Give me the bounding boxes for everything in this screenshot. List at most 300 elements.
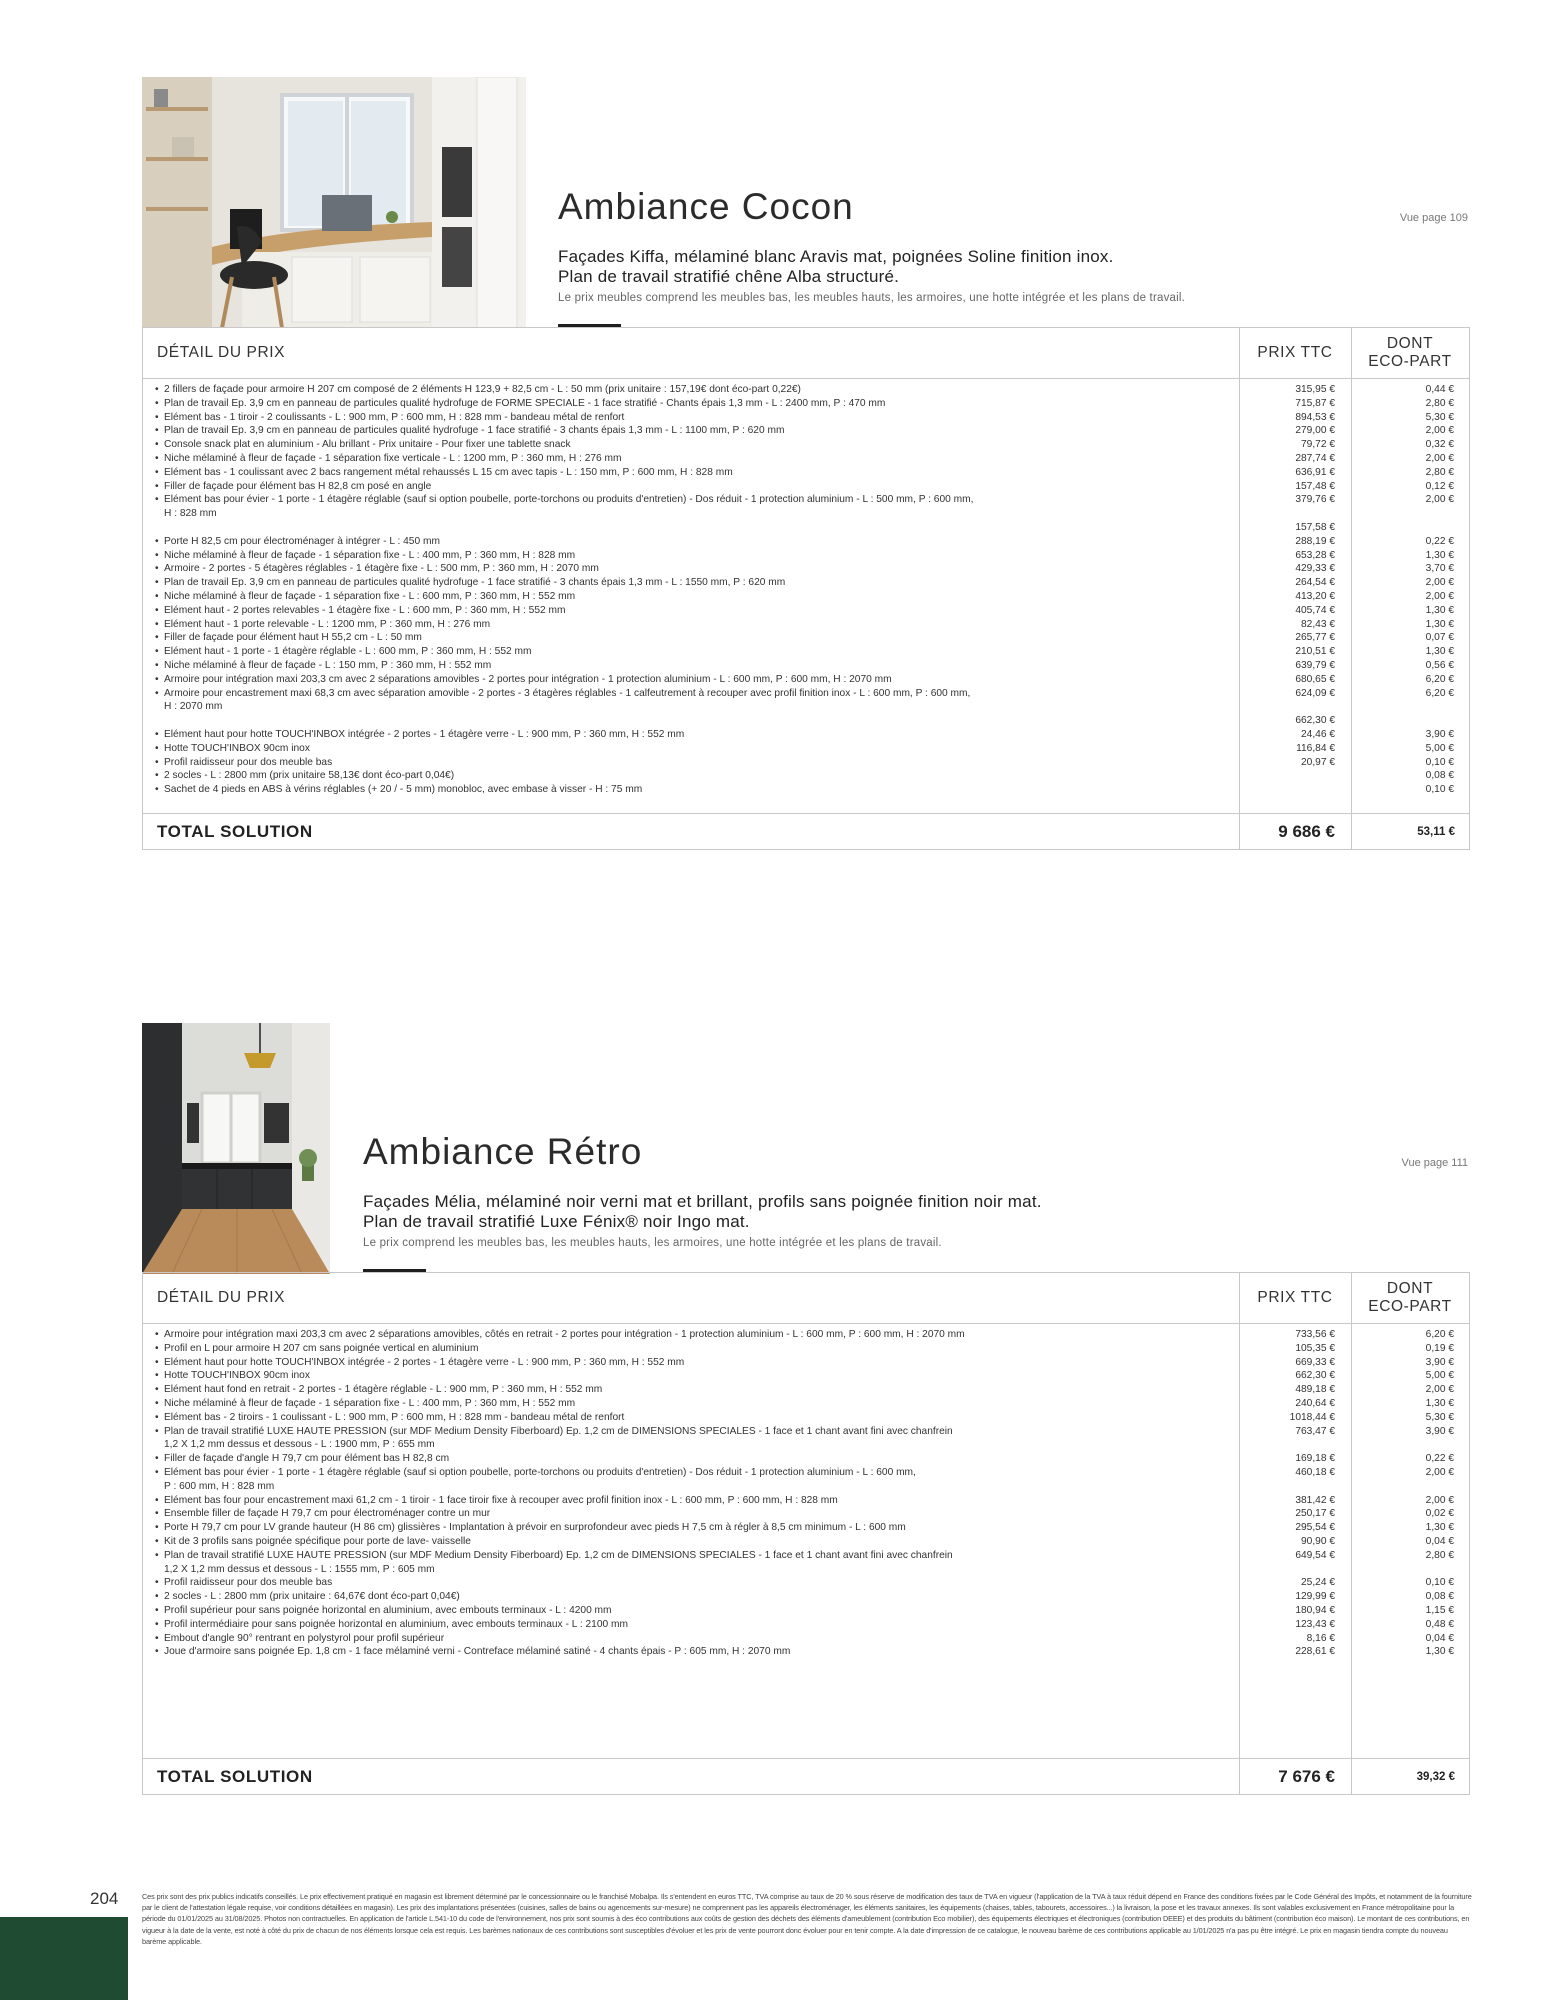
header-prix-ttc: PRIX TTC: [1257, 344, 1333, 361]
line-item-continuation: H : 2070 mm: [164, 701, 223, 713]
bullet: •: [155, 673, 159, 685]
line-item-text: Niche mélaminé à fleur de façade - 1 séparation fixe - L : 400 mm, P : 360 mm, H : 828 mm: [164, 549, 576, 561]
line-item-price: 636,91 €: [1295, 466, 1335, 478]
section-title-cocon: Ambiance Cocon: [558, 186, 854, 227]
bullet: •: [155, 1356, 159, 1368]
line-item: [155, 728, 1215, 742]
line-item-price: [1235, 769, 1335, 783]
bullet: •: [155, 439, 159, 451]
bullet: •: [155, 563, 159, 575]
line-item-text: Porte H 82,5 cm pour électroménager à intégrer - L : 450 mm: [164, 535, 440, 547]
line-item-text: Niche mélaminé à fleur de façade - L : 150 mm, P : 360 mm, H : 552 mm: [164, 659, 492, 671]
line-item: [155, 783, 1215, 797]
bullet: •: [155, 549, 159, 561]
line-item-price: 210,51 €: [1295, 646, 1335, 658]
bullet: •: [155, 494, 159, 506]
line-item-eco: 1,15 €: [1425, 1604, 1454, 1616]
spacer: [1354, 700, 1454, 714]
bullet: •: [155, 1329, 159, 1340]
line-item-text: Plan de travail Ep. 3,9 cm en panneau de particules qualité hydrofuge de FORME SPECIALE - 1 face stratifié - Chants épais 1,3 mm - L : 2400 mm, P : 470 mm: [164, 397, 886, 409]
price-table-retro: [142, 1272, 1470, 1795]
line-item-text: Porte H 79,7 cm pour LV grande hauteur (H 86 cm) glissières - Implantation à prévoir en surprofondeur avec pieds H 7,5 cm à régler à 8,5 cm minimum - L : 600 mm: [164, 1522, 906, 1534]
table-header: [143, 1273, 1469, 1324]
line-item-price: 157,58 €: [1295, 521, 1335, 533]
line-item-eco: 0,04 €: [1425, 1535, 1454, 1547]
subtitle-retro-line2: Plan de travail stratifié Luxe Fénix® noir Ingo mat.: [363, 1212, 750, 1231]
subtitle-cocon-line1: Façades Kiffa, mélaminé blanc Aravis mat, poignées Soline finition inox.: [558, 247, 1114, 266]
green-corner-block: [0, 1917, 128, 2000]
line-item-text: Profil raidisseur pour dos meuble bas: [164, 1577, 333, 1589]
line-item-price: 894,53 €: [1295, 411, 1335, 423]
line-item-price: 489,18 €: [1295, 1384, 1335, 1396]
price-note-cocon: Le prix meubles comprend les meubles bas, les meubles hauts, les armoires, une hotte intégrée et les plans de travail.: [558, 292, 1186, 304]
bullet: •: [155, 1466, 159, 1478]
total-eco: 53,11 €: [1417, 825, 1455, 838]
line-item-text: Elément bas pour évier - 1 porte - 1 étagère réglable (sauf si option poubelle, porte-torchons ou produits d'entretien) - Dos réduit - 1 protection aluminium - L : 500 mm, P : 600 mm,: [164, 494, 974, 506]
line-item-price: 250,17 €: [1295, 1508, 1335, 1520]
line-item-price: 129,99 €: [1295, 1591, 1335, 1603]
line-item: [155, 769, 1215, 783]
line-item: [155, 1645, 1215, 1659]
line-item-price: 662,30 €: [1295, 1370, 1335, 1382]
line-item-eco: 0,48 €: [1425, 1618, 1454, 1630]
line-item-eco: 2,00 €: [1425, 1466, 1454, 1478]
line-item-eco: 1,30 €: [1425, 1646, 1454, 1658]
bullet: •: [155, 604, 159, 616]
bullet: •: [155, 756, 159, 768]
line-item-eco: 3,90 €: [1425, 1425, 1454, 1437]
line-item-text: Embout d'angle 90° rentrant en polystyrol pour profil supérieur: [164, 1632, 445, 1644]
subtitle-retro-line1: Façades Mélia, mélaminé noir verni mat et brillant, profils sans poignée finition noir mat.: [363, 1192, 1042, 1211]
price-column: [1235, 383, 1335, 797]
bullet: •: [155, 384, 159, 395]
line-item: [155, 1604, 1215, 1618]
kitchen-photo-retro: [142, 1023, 330, 1274]
price-table-cocon: [142, 327, 1470, 850]
legal-notice: Ces prix sont des prix publics indicatifs conseillés. Le prix effectivement pratiqué en magasin est librement déterminé par le concessionnaire ou le franchisé Mobalpa. Ils s'entendent en euros TTC, TVA comprise au taux de 20 % sous réserve de modification des taux de TVA en vigueur (l'application de la TVA à taux réduit dépend en France des conditions fixées par le Code Général des Impôts, et notamment de la fourniture par le client de l'attestation légale requise, voir conditions détaillées en magasin). Les prix des implantations présentées (cuisines, salles de bains ou agencements sur-mesure) ne comprennent pas les appareils électroménager, les éléments sanitaires, les équipements (chaises, tables, tabourets, accessoires...) la livraison, la pose et les travaux annexes. Ils sont valables exclusivement en France métropolitaine pour la période du 01/01/2025 au 31/08/2025. Photos non contractuelles. En application de l'article L.541-10 du code de l'environnement, nos prix sont soumis à des éco contributions aux coûts de gestion des déchets des éléments d'ameublement (contribution Eco mobilier), des équipements électriques et électroniques (contribution DEEE) et des produits du bâtiment (contribution éco maison). Le montant de ces contributions, en vigueur à la date de la vente, est noté à côté du prix de chacun de nos éléments lorsque cela est requis. Les barèmes nationaux de ces contributions sont susceptibles d'évoluer et les prix de vente pourront donc évoluer pour en tenir compte. A la date d'impression de ce catalogue, le nouveau barème de ces contributions applicable au 1/01/2025 n'a pas pu être intégré. Le prix en magasin tiendra compte du nouveau barème applicable.: [142, 1892, 1472, 1946]
line-item-text: Armoire - 2 portes - 5 étagères réglables - 1 étagère fixe - L : 500 mm, P : 360 mm, H : 2070 mm: [164, 563, 599, 575]
line-item-eco: 5,30 €: [1425, 411, 1454, 423]
line-item-eco: 1,30 €: [1425, 604, 1454, 616]
line-item-eco: 0,22 €: [1425, 535, 1454, 547]
line-item-eco: 2,80 €: [1425, 397, 1454, 409]
line-item: [155, 1576, 1215, 1590]
line-item-eco: 2,00 €: [1425, 577, 1454, 589]
total-eco: 39,32 €: [1416, 1770, 1455, 1783]
line-item-text: Profil en L pour armoire H 207 cm sans poignée vertical en aluminium: [164, 1342, 479, 1354]
total-row: [143, 1758, 1469, 1794]
line-item: [155, 673, 1215, 687]
line-item-eco: 0,22 €: [1425, 1453, 1454, 1465]
line-item-price: 240,64 €: [1295, 1397, 1335, 1409]
bullet: •: [155, 1522, 159, 1534]
bullet: •: [155, 1618, 159, 1630]
line-item-price: 680,65 €: [1295, 673, 1335, 685]
header-detail: DÉTAIL DU PRIX: [157, 1289, 286, 1306]
bullet: •: [155, 1453, 159, 1465]
line-item-text: Joue d'armoire sans poignée Ep. 1,8 cm - 1 face mélaminé verni - Contreface mélaminé satiné - 4 chants épais - P : 605 mm, H : 2070 mm: [164, 1646, 791, 1658]
bullet: •: [155, 1342, 159, 1354]
line-item-price: 82,43 €: [1301, 618, 1335, 630]
bullet: •: [155, 425, 159, 437]
line-item-text: Elément haut pour hotte TOUCH'INBOX intégrée - 2 portes - 1 étagère verre - L : 900 mm, P : 360 mm, H : 552 mm: [164, 1356, 685, 1368]
bullet: •: [155, 618, 159, 630]
line-item-eco: 0,12 €: [1425, 480, 1454, 492]
line-item-eco: 1,30 €: [1425, 549, 1454, 561]
line-item-price: 429,33 €: [1295, 563, 1335, 575]
line-item-eco: 1,30 €: [1425, 646, 1454, 658]
line-item-text: Armoire pour encastrement maxi 68,3 cm avec séparation amovible - 2 portes - 3 étagères réglables - 1 calfeutrement à recouper avec profil finition inox - L : 600 mm, P : 600 mm,: [164, 687, 971, 699]
header-eco-line1: DONT: [1386, 1280, 1434, 1297]
line-item-text: Console snack plat en aluminium - Alu brillant - Prix unitaire - Pour fixer une tablette snack: [164, 439, 571, 451]
line-item: [155, 1632, 1215, 1646]
line-item-price: 1018,44 €: [1289, 1411, 1335, 1423]
line-item-text: Sachet de 4 pieds en ABS à vérins réglables (+ 20 / - 5 mm) monobloc, avec embase à visser - H : 75 mm: [164, 784, 643, 796]
item-list: [155, 1328, 1215, 1659]
line-item-eco: 2,80 €: [1425, 466, 1454, 478]
line-item-eco: 0,07 €: [1425, 632, 1454, 644]
line-item-continuation: 1,2 X 1,2 mm dessus et dessous - L : 1900 mm, P : 655 mm: [164, 1439, 435, 1451]
line-item: [155, 521, 1215, 535]
vue-page-ref-cocon[interactable]: Vue page 109: [1399, 212, 1468, 224]
line-item-price: 653,28 €: [1295, 549, 1335, 561]
line-item: [155, 1535, 1215, 1549]
col-divider: [1351, 328, 1352, 849]
bullet: •: [155, 1535, 159, 1547]
line-item-continuation: 1,2 X 1,2 mm dessus et dessous - L : 1555 mm, P : 605 mm: [164, 1563, 435, 1575]
line-item: [155, 1425, 1215, 1439]
line-item-eco: 0,10 €: [1425, 784, 1454, 796]
line-item-price: 379,76 €: [1295, 494, 1335, 506]
line-item: [155, 576, 1215, 590]
line-item-text: Elément haut - 1 porte relevable - L : 1200 mm, P : 360 mm, H : 276 mm: [164, 618, 491, 630]
line-item: [155, 438, 1215, 452]
line-item-price: 624,09 €: [1295, 687, 1335, 699]
bullet: •: [155, 770, 159, 782]
line-item: [155, 618, 1215, 632]
spacer: [1354, 1563, 1454, 1577]
bullet: •: [155, 577, 159, 589]
line-item-price: 405,74 €: [1295, 604, 1335, 616]
line-item-eco: 2,00 €: [1425, 1384, 1454, 1396]
line-item-text: 2 fillers de façade pour armoire H 207 cm composé de 2 éléments H 123,9 + 82,5 cm - L : 50 mm (prix unitaire : 157,19€ dont éco-part 0,22€): [164, 384, 801, 395]
line-item-price: 669,33 €: [1295, 1356, 1335, 1368]
line-item-text: Plan de travail stratifié LUXE HAUTE PRESSION (sur MDF Medium Density Fiberboard) Ep. 1,2 cm de DIMENSIONS SPECIALES - 1 face et 1 chant avant fini avec chanfrein: [164, 1425, 953, 1437]
spacer: [1354, 507, 1454, 521]
line-item: [155, 714, 1215, 728]
line-item-price: 460,18 €: [1295, 1466, 1335, 1478]
line-item-eco: 6,20 €: [1425, 673, 1454, 685]
line-item: [155, 645, 1215, 659]
line-item: [155, 742, 1215, 756]
line-item: [155, 549, 1215, 563]
bullet: •: [155, 646, 159, 658]
item-list: [155, 383, 1215, 797]
line-item-eco: [1354, 521, 1454, 535]
line-item-text: Ensemble filler de façade H 79,7 cm pour électroménager contre un mur: [164, 1508, 491, 1520]
line-item-eco: 3,90 €: [1425, 728, 1454, 740]
line-item: [155, 466, 1215, 480]
bullet: •: [155, 1632, 159, 1644]
line-item-eco: 0,04 €: [1425, 1632, 1454, 1644]
line-item-price: 169,18 €: [1295, 1453, 1335, 1465]
line-item-price: 279,00 €: [1295, 425, 1335, 437]
spacer: [1235, 1563, 1335, 1577]
line-item-price: 288,19 €: [1295, 535, 1335, 547]
line-item: [155, 1494, 1215, 1508]
line-item: [155, 687, 1215, 701]
subtitle-cocon-line2: Plan de travail stratifié chêne Alba structuré.: [558, 267, 900, 286]
line-item-text: Filler de façade pour élément bas H 82,8 cm posé en angle: [164, 480, 432, 492]
line-item: [155, 659, 1215, 673]
line-item-text: Elément bas - 1 tiroir - 2 coulissants - L : 900 mm, P : 600 mm, H : 828 mm - bandeau métal de renfort: [164, 411, 625, 423]
bullet: •: [155, 784, 159, 796]
line-item: [155, 1549, 1215, 1563]
bullet: •: [155, 1508, 159, 1520]
line-item-eco: 1,30 €: [1425, 618, 1454, 630]
bullet: •: [155, 1494, 159, 1506]
bullet: •: [155, 397, 159, 409]
line-item-continuation: P : 600 mm, H : 828 mm: [164, 1480, 275, 1492]
line-item: [155, 383, 1215, 397]
line-item-eco: 0,19 €: [1425, 1342, 1454, 1354]
table-header: [143, 328, 1469, 379]
spacer: [1354, 1480, 1454, 1494]
header-prix-ttc: PRIX TTC: [1257, 1289, 1333, 1306]
line-item-price: 763,47 €: [1295, 1425, 1335, 1437]
line-item-price: 733,56 €: [1295, 1329, 1335, 1340]
bullet: •: [155, 1646, 159, 1658]
bullet: •: [155, 466, 159, 478]
line-item-continuation: H : 828 mm: [164, 508, 217, 520]
line-item-eco: 6,20 €: [1425, 1329, 1454, 1340]
line-item-text: Niche mélaminé à fleur de façade - 1 séparation fixe - L : 400 mm, P : 360 mm, H : 552 mm: [164, 1397, 576, 1409]
line-item-text: Kit de 3 profils sans poignée spécifique pour porte de lave- vaisselle: [164, 1535, 471, 1547]
line-item-price: 20,97 €: [1301, 756, 1335, 768]
line-item-eco: 2,00 €: [1425, 494, 1454, 506]
line-item: [155, 480, 1215, 494]
line-item-price: 287,74 €: [1295, 452, 1335, 464]
bullet: •: [155, 452, 159, 464]
line-item-eco: 0,02 €: [1425, 1508, 1454, 1520]
line-item-text: Hotte TOUCH'INBOX 90cm inox: [164, 742, 310, 754]
line-item-price: 116,84 €: [1296, 742, 1335, 754]
line-item: [155, 562, 1215, 576]
line-item-text: 2 socles - L : 2800 mm (prix unitaire 58,13€ dont éco-part 0,04€): [164, 770, 455, 782]
bullet: •: [155, 687, 159, 699]
eco-column: [1354, 1328, 1454, 1659]
line-item: [155, 493, 1215, 507]
eco-column: [1354, 383, 1454, 797]
line-item-text: Elément bas four pour encastrement maxi 61,2 cm - 1 tiroir - 1 face tiroir fixe à recouper avec profil finition inox - L : 600 mm, P : 600 mm, H : 828 mm: [164, 1494, 838, 1506]
vue-page-ref-retro[interactable]: Vue page 111: [1401, 1157, 1468, 1169]
spacer: [1235, 507, 1335, 521]
bullet: •: [155, 535, 159, 547]
header-eco-part: [1351, 328, 1469, 378]
line-item-text: Profil intermédiaire pour sans poignée horizontal en aluminium, avec embouts terminaux - L : 2100 mm: [164, 1618, 628, 1630]
bullet: •: [155, 411, 159, 423]
line-item-eco: 3,90 €: [1425, 1356, 1454, 1368]
line-item-text: Niche mélaminé à fleur de façade - 1 séparation fixe verticale - L : 1200 mm, P : 360 mm, H : 276 mm: [164, 452, 622, 464]
bullet: •: [155, 1425, 159, 1437]
line-item-text: Elément bas - 1 coulissant avec 2 bacs rangement métal rehaussés L 15 cm avec tapis - L : 150 mm, P : 600 mm, H : 828 mm: [164, 466, 733, 478]
line-item-text: Plan de travail Ep. 3,9 cm en panneau de particules qualité hydrofuge - 1 face stratifié - 3 chants épais 1,3 mm - L : 1100 mm, P : 620 mm: [164, 425, 785, 437]
line-item-price: 295,54 €: [1295, 1522, 1335, 1534]
bullet: •: [155, 632, 159, 644]
line-item-text: Niche mélaminé à fleur de façade - 1 séparation fixe - L : 600 mm, P : 360 mm, H : 552 mm: [164, 590, 576, 602]
line-item-price: 649,54 €: [1295, 1549, 1335, 1561]
line-item: [155, 535, 1215, 549]
line-item-price: 413,20 €: [1295, 590, 1335, 602]
total-label: TOTAL SOLUTION: [157, 821, 313, 841]
line-item-text: Plan de travail stratifié LUXE HAUTE PRESSION (sur MDF Medium Density Fiberboard) Ep. 1,2 cm de DIMENSIONS SPECIALES - 1 face et 1 chant avant fini avec chanfrein: [164, 1549, 953, 1561]
line-item-eco: 3,70 €: [1425, 563, 1454, 575]
line-item-eco: 0,32 €: [1425, 439, 1454, 451]
line-item-price: 123,43 €: [1295, 1618, 1335, 1630]
line-item-text: Elément bas pour évier - 1 porte - 1 étagère réglable (sauf si option poubelle, porte-torchons ou produits d'entretien) - Dos réduit - 1 protection aluminium - L : 600 mm,: [164, 1466, 916, 1478]
line-item-text: Armoire pour intégration maxi 203,3 cm avec 2 séparations amovibles, côtés en retrait - 2 portes pour intégration - 1 protection aluminium - L : 600 mm, P : 600 mm, H : 2070 mm: [164, 1329, 965, 1340]
spacer: [1354, 1438, 1454, 1452]
line-item-eco: 1,30 €: [1425, 1522, 1454, 1534]
line-item-eco: 5,00 €: [1425, 1370, 1454, 1382]
line-item: [155, 1411, 1215, 1425]
line-item: [155, 1507, 1215, 1521]
line-item: [155, 1328, 1215, 1342]
line-item-eco: 1,30 €: [1425, 1397, 1454, 1409]
line-item: [155, 1618, 1215, 1632]
line-item-eco: 0,56 €: [1425, 659, 1454, 671]
price-note-retro: Le prix comprend les meubles bas, les meubles hauts, les armoires, une hotte intégrée et les plans de travail.: [363, 1237, 942, 1249]
line-item: [155, 411, 1215, 425]
line-item-price: 265,77 €: [1295, 632, 1335, 644]
line-item-price: 90,90 €: [1301, 1535, 1335, 1547]
line-item-price: 25,24 €: [1301, 1577, 1335, 1589]
bullet: •: [155, 1591, 159, 1603]
line-item-eco: 6,20 €: [1425, 687, 1454, 699]
spacer: [1235, 1438, 1335, 1452]
line-item: [155, 631, 1215, 645]
total-price: 7 676 €: [1278, 1766, 1335, 1786]
line-item-eco: [1354, 714, 1454, 728]
line-item-price: 8,16 €: [1306, 1632, 1335, 1644]
line-item: [155, 424, 1215, 438]
line-item-eco: 0,08 €: [1425, 770, 1454, 782]
bullet: •: [155, 590, 159, 602]
line-item-eco: 5,30 €: [1425, 1411, 1454, 1423]
line-item-price: 24,46 €: [1301, 728, 1335, 740]
line-item: [155, 590, 1215, 604]
line-item-text: Profil raidisseur pour dos meuble bas: [164, 756, 333, 768]
line-item: [155, 452, 1215, 466]
line-item-price: 381,42 €: [1295, 1494, 1335, 1506]
line-item-price: 157,48 €: [1295, 480, 1335, 492]
line-item-eco: 2,00 €: [1425, 590, 1454, 602]
line-item-text: Elément haut - 1 porte - 1 étagère réglable - L : 600 mm, P : 360 mm, H : 552 mm: [164, 646, 532, 658]
line-item: [155, 1590, 1215, 1604]
line-item-text: Profil supérieur pour sans poignée horizontal en aluminium, avec embouts terminaux - L : 4200 mm: [164, 1604, 612, 1616]
col-divider: [1351, 1273, 1352, 1794]
bullet: •: [155, 742, 159, 754]
line-item-eco: 0,10 €: [1425, 1577, 1454, 1589]
line-item: [155, 1397, 1215, 1411]
line-item-text: Filler de façade d'angle H 79,7 cm pour élément bas H 82,8 cm: [164, 1453, 450, 1465]
line-item-price: 180,94 €: [1295, 1604, 1335, 1616]
line-item-eco: 2,00 €: [1425, 425, 1454, 437]
line-item-text: Elément bas - 2 tiroirs - 1 coulissant - L : 900 mm, P : 600 mm, H : 828 mm - bandeau métal de renfort: [164, 1411, 625, 1423]
line-item-text: Filler de façade pour élément haut H 55,2 cm - L : 50 mm: [164, 632, 422, 644]
kitchen-photo-cocon: [142, 77, 526, 328]
line-item: [155, 1342, 1215, 1356]
line-item-text: 2 socles - L : 2800 mm (prix unitaire : 64,67€ dont éco-part 0,04€): [164, 1591, 460, 1603]
page-number: 204: [90, 1889, 119, 1908]
price-column: [1235, 1328, 1335, 1659]
line-item-text: Plan de travail Ep. 3,9 cm en panneau de particules qualité hydrofuge - 1 face stratifié - 3 chants épais 1,3 mm - L : 1550 mm, P : 620 mm: [164, 577, 786, 589]
line-item: [155, 397, 1215, 411]
bullet: •: [155, 1397, 159, 1409]
header-eco-line1: DONT: [1386, 335, 1434, 352]
line-item-text: Elément haut fond en retrait - 2 portes - 1 étagère réglable - L : 900 mm, P : 360 mm, H : 552 mm: [164, 1384, 603, 1396]
line-item-eco: 2,00 €: [1425, 1494, 1454, 1506]
line-item-eco: 2,00 €: [1425, 452, 1454, 464]
line-item-eco: 0,08 €: [1425, 1591, 1454, 1603]
bullet: •: [155, 1604, 159, 1616]
bullet: •: [155, 480, 159, 492]
bullet: •: [155, 1384, 159, 1396]
line-item-text: Hotte TOUCH'INBOX 90cm inox: [164, 1370, 310, 1382]
line-item: [155, 1369, 1215, 1383]
line-item-price: 315,95 €: [1295, 384, 1335, 395]
bullet: •: [155, 1549, 159, 1561]
line-item: [155, 1452, 1215, 1466]
line-item-price: 264,54 €: [1295, 577, 1335, 589]
spacer: [1235, 700, 1335, 714]
line-item-price: 105,35 €: [1295, 1342, 1335, 1354]
line-item: [155, 1521, 1215, 1535]
line-item: [155, 1356, 1215, 1370]
line-item-price: [1235, 783, 1335, 797]
spacer: [1235, 1480, 1335, 1494]
line-item-price: 662,30 €: [1295, 715, 1335, 727]
bullet: •: [155, 728, 159, 740]
line-item: [155, 1466, 1215, 1480]
bullet: •: [155, 659, 159, 671]
line-item-price: 228,61 €: [1295, 1646, 1335, 1658]
line-item-eco: 5,00 €: [1425, 742, 1454, 754]
total-label: TOTAL SOLUTION: [157, 1766, 313, 1786]
total-price: 9 686 €: [1278, 821, 1335, 841]
total-row: [143, 813, 1469, 849]
line-item-price: 715,87 €: [1295, 397, 1335, 409]
line-item-eco: 2,80 €: [1425, 1549, 1454, 1561]
line-item-eco: 0,10 €: [1425, 756, 1454, 768]
bullet: •: [155, 1370, 159, 1382]
header-detail: DÉTAIL DU PRIX: [157, 344, 286, 361]
header-eco-line2: ECO-PART: [1368, 1298, 1452, 1315]
bullet: •: [155, 1411, 159, 1423]
line-item: [155, 604, 1215, 618]
line-item: [155, 1383, 1215, 1397]
line-item-price: 639,79 €: [1295, 659, 1335, 671]
line-item-eco: 0,44 €: [1425, 384, 1454, 395]
header-eco-part: [1351, 1273, 1469, 1323]
line-item-price: 79,72 €: [1301, 439, 1335, 451]
line-item-text: Elément haut pour hotte TOUCH'INBOX intégrée - 2 portes - 1 étagère verre - L : 900 mm, P : 360 mm, H : 552 mm: [164, 728, 685, 740]
header-eco-line2: ECO-PART: [1368, 353, 1452, 370]
line-item-text: Elément haut - 2 portes relevables - 1 étagère fixe - L : 600 mm, P : 360 mm, H : 552 mm: [164, 604, 566, 616]
section-title-retro: Ambiance Rétro: [363, 1131, 643, 1172]
bullet: •: [155, 1577, 159, 1589]
line-item-text: Armoire pour intégration maxi 203,3 cm avec 2 séparations amovibles - 2 portes pour intégration - 1 protection aluminium - L : 600 mm, P : 600 mm, H : 2070 mm: [164, 673, 892, 685]
